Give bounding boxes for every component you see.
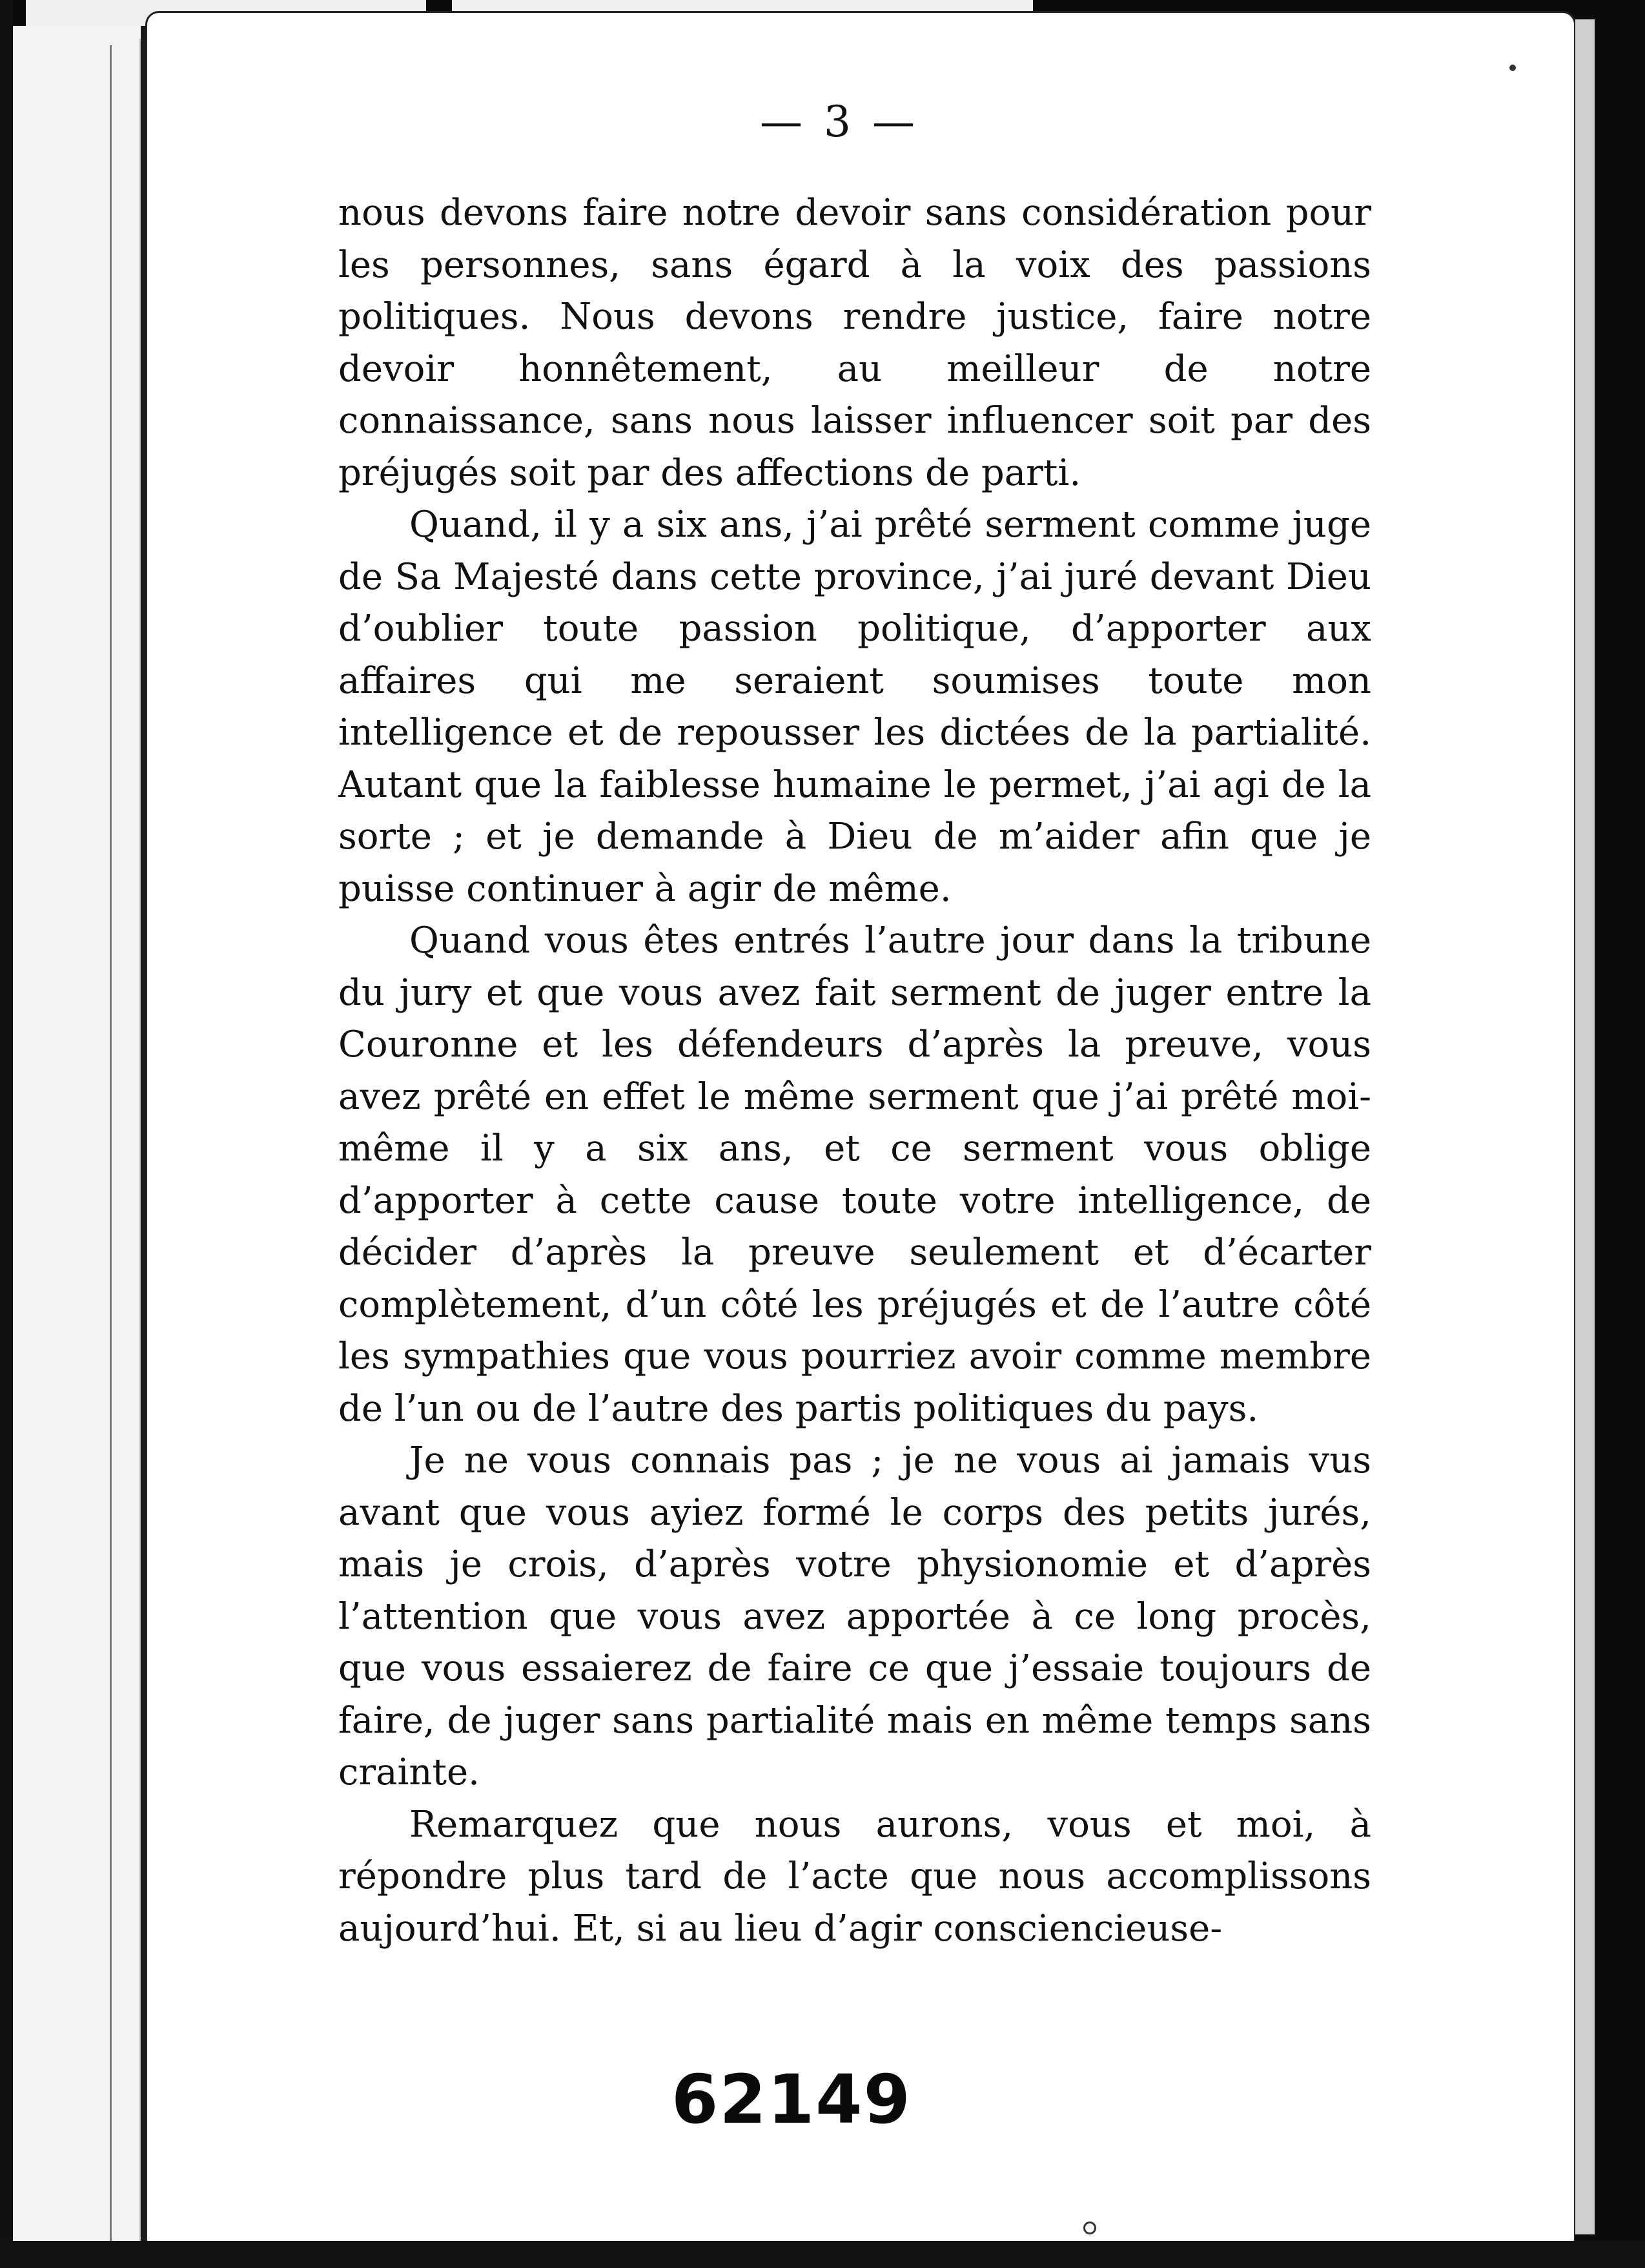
paragraph: Quand vous êtes entrés l’autre jour dans la tribune du jury et que vous avez fait serment de juger entre la Couronne et les défendeurs d’après la preuve, vous avez prêté en effet le même serment que j’ai prêté moi-même il y a six ans, et ce serment vous oblige d’apporter à cette cause toute votre intelligence, de décider d’après la preuve seulement et d’écarter complètement, d’un côté les préjugés et de l’autre côté les sympathies que vous pourriez avoir comme membre de l’un ou de l’autre des partis politiques du pays. <box>338 920 1371 1430</box>
page-number: — 3 — <box>760 97 919 147</box>
page-edge-sheet <box>1575 19 1595 2234</box>
book-spine <box>141 26 147 2268</box>
paragraph: nous devons faire notre devoir sans considération pour les personnes, sans égard à la voix des passions politiques. Nous devons rendre justice, faire notre devoir honnêtement, au meilleur de notre connaissance, sans nous laisser influencer soit par des préjugés soit par des affections de parti. <box>338 192 1371 494</box>
speck-mark <box>1509 65 1516 71</box>
paragraph: Je ne vous connais pas ; je ne vous ai jamais vus avant que vous ayiez formé le corps des petits jurés, mais je crois, d’après votre physionomie et d’après l’attention que vous avez apportée à ce long procès, que vous essaierez de faire ce que j’essaie toujours de faire, de juger sans partialité mais en même temps sans crainte. <box>338 1439 1371 1793</box>
accession-number-stamp: 62149 <box>671 2060 912 2139</box>
page-crease <box>110 45 112 2241</box>
scan-left-border <box>0 0 13 2268</box>
paragraph: Quand, il y a six ans, j’ai prêté serment comme juge de Sa Majesté dans cette province, j’ai juré devant Dieu d’oublier toute passion politique, d’apporter aux affaires qui me seraient soumises toute mon intelligence et de repousser les dictées de la partialité. Autant que la faiblesse humaine le permet, j’ai agi de la sorte ; et je demande à Dieu de m’aider afin que je puisse continuer à agir de même. <box>338 504 1371 910</box>
body-text <box>338 187 1371 1955</box>
speck-mark <box>1083 2222 1096 2234</box>
previous-page-edge <box>13 26 144 2268</box>
paragraph: Remarquez que nous aurons, vous et moi, à répondre plus tard de l’acte que nous accomplissons aujourd’hui. Et, si au lieu d’agir consciencieuse- <box>338 1803 1371 1950</box>
scan-right-border <box>1575 0 1645 2268</box>
scan-bottom-border <box>0 2241 1645 2268</box>
